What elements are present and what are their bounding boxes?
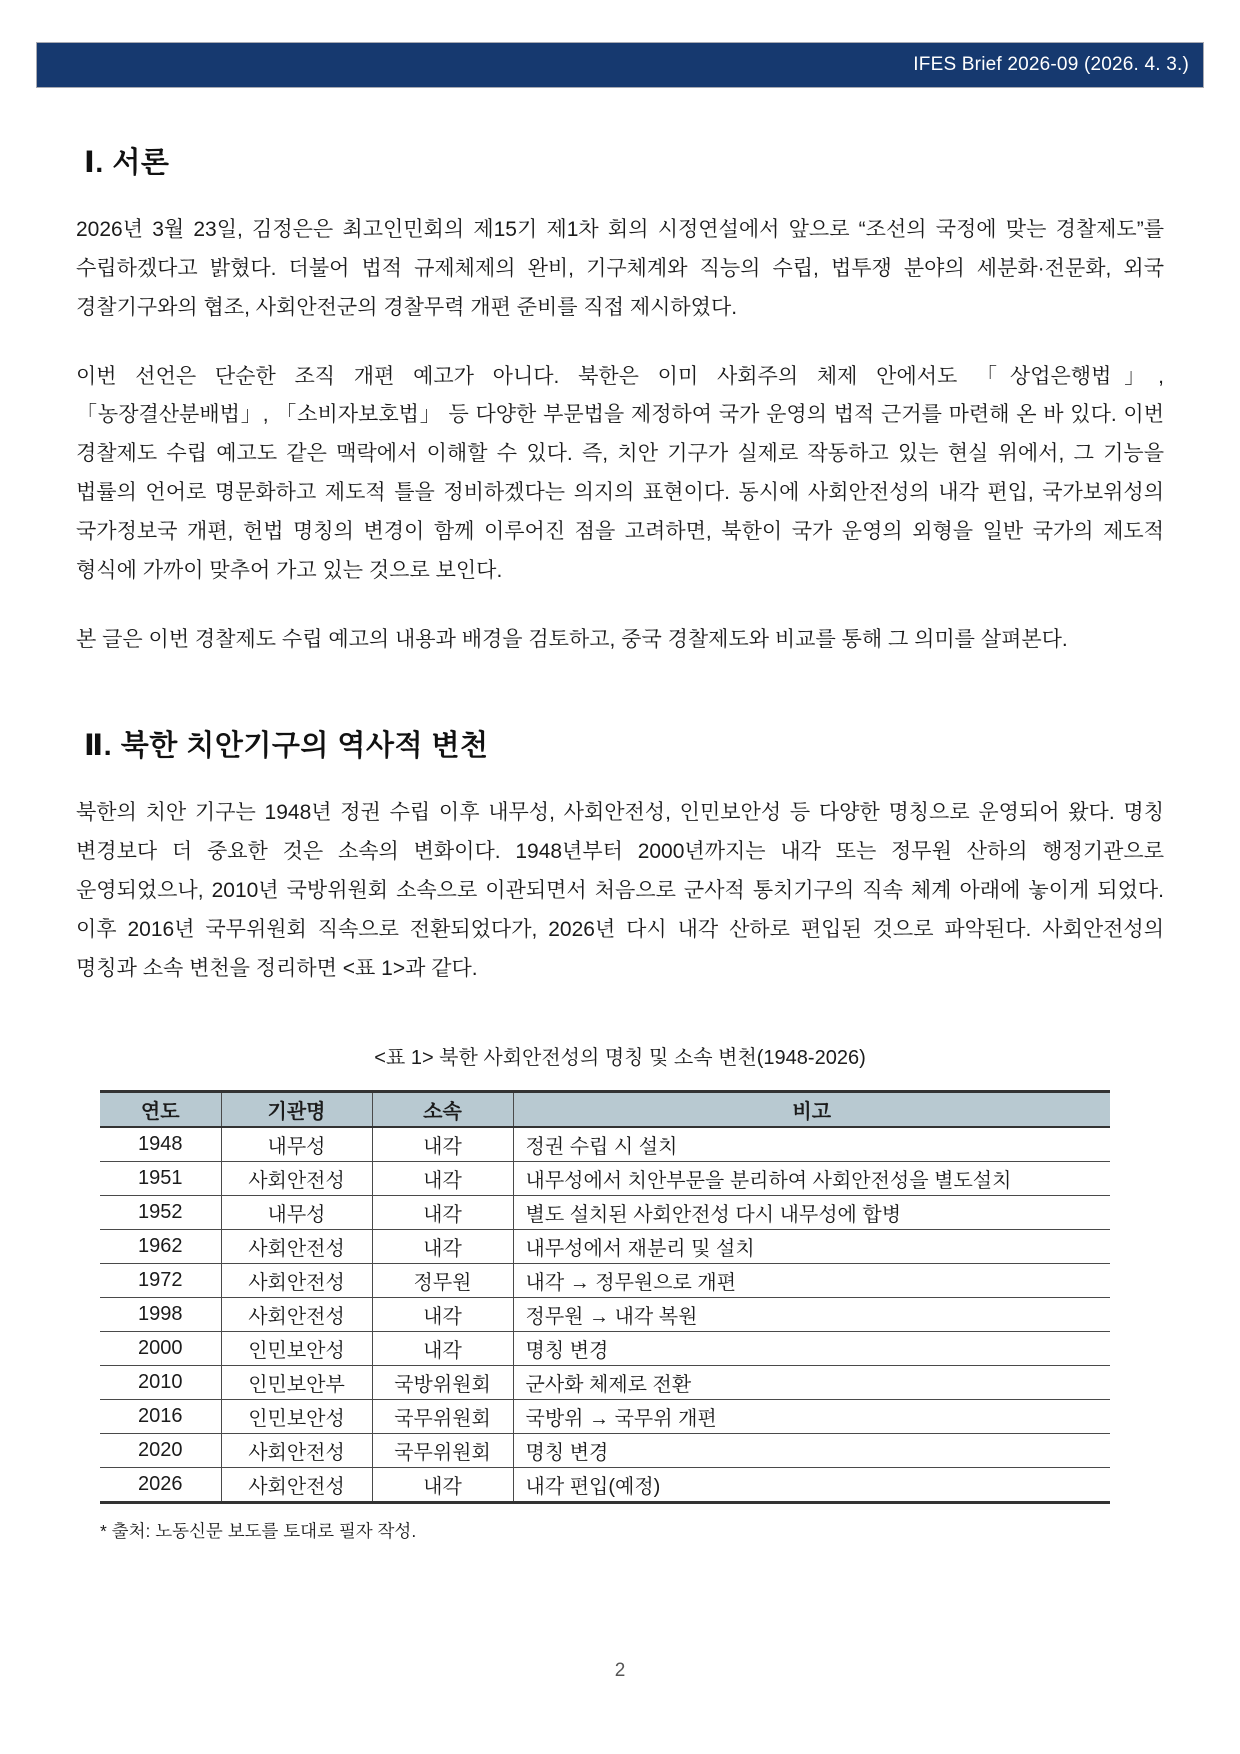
table-row [100, 1230, 1110, 1264]
table-row [100, 1264, 1110, 1298]
brief-issue-label: IFES Brief 2026-09 (2026. 4. 3.) [913, 54, 1189, 75]
table-cell: 명칭 변경 [513, 1434, 1110, 1468]
section-heading-history: Ⅱ. 북한 치안기구의 역사적 변천 [84, 730, 489, 763]
table-row [100, 1366, 1110, 1400]
table-cell: 명칭 변경 [513, 1332, 1110, 1366]
table-row [100, 1468, 1110, 1503]
table-cell: 2026 [100, 1468, 221, 1503]
table-column-header: 연도 [100, 1091, 221, 1127]
table-caption: <표 1> 북한 사회안전성의 명칭 및 소속 변천(1948-2026) [374, 1046, 866, 1069]
table-cell: 사회안전성 [221, 1162, 372, 1196]
table-cell: 내각 [372, 1230, 513, 1264]
table-row [100, 1127, 1110, 1162]
intro-paragraph-2: 이번 선언은 단순한 조직 개편 예고가 아니다. 북한은 이미 사회주의 체제 안에서도 「상업은행법」, 「농장결산분배법」, 「소비자보호법」 등 다양한 부문법을 제정하여 국가 운영의 법적 근거를 마련해 온 바 있다. 이번 경찰제도 수립 예고도 같은 맥락에서 이해할 수 있다. 즉, 치안 기구가 실제로 작동하고 있는 현실 위에서, 그 기능을 법률의 언어로 명문화하고 제도적 틀을 정비하겠다는 의지의 표현이다. 동시에 사회안전성의 내각 편입, 국가보위성의 국가정보국 개편, 헌법 명칭의 변경이 함께 이루어진 점을 고려하면, 북한이 국가 운영의 외형을 일반 국가의 제도적 형식에 가까이 맞추어 가고 있는 것으로 보인다. [76, 364, 1164, 582]
table-cell: 1952 [100, 1196, 221, 1230]
table-cell: 인민보안부 [221, 1366, 372, 1400]
table-cell: 1948 [100, 1127, 221, 1162]
table-cell: 1972 [100, 1264, 221, 1298]
table-cell: 인민보안성 [221, 1332, 372, 1366]
table-cell: 내무성에서 재분리 및 설치 [513, 1230, 1110, 1264]
table-cell: 1998 [100, 1298, 221, 1332]
table-cell: 국방위원회 [372, 1366, 513, 1400]
page-number: 2 [614, 1660, 626, 1681]
table-cell: 내각 [372, 1162, 513, 1196]
table-cell: 내각 → 정무원으로 개편 [513, 1264, 1110, 1298]
table-cell: 내각 [372, 1196, 513, 1230]
table-cell: 사회안전성 [221, 1298, 372, 1332]
intro-paragraph-3: 본 글은 이번 경찰제도 수립 예고의 내용과 배경을 검토하고, 중국 경찰제도와 비교를 통해 그 의미를 살펴본다. [76, 627, 1068, 651]
table-cell: 2020 [100, 1434, 221, 1468]
table-cell: 국무위원회 [372, 1434, 513, 1468]
table-cell: 내무성에서 치안부문을 분리하여 사회안전성을 별도설치 [513, 1162, 1110, 1196]
table-column-header: 기관명 [221, 1091, 372, 1127]
table-row [100, 1162, 1110, 1196]
table-row [100, 1196, 1110, 1230]
table-cell: 2000 [100, 1332, 221, 1366]
table-row [100, 1332, 1110, 1366]
table-row [100, 1298, 1110, 1332]
table-body [100, 1127, 1110, 1503]
table-cell: 인민보안성 [221, 1400, 372, 1434]
table-row [100, 1400, 1110, 1434]
intro-paragraph-1: 2026년 3월 23일, 김정은은 최고인민회의 제15기 제1차 회의 시정연설에서 앞으로 “조선의 국정에 맞는 경찰제도”를 수립하겠다고 밝혔다. 더불어 법적 규제체제의 완비, 기구체계와 직능의 수립, 법투쟁 분야의 세분화·전문화, 외국 경찰기구와의 협조, 사회안전군의 경찰무력 개편 준비를 직접 제시하였다. [76, 218, 1164, 319]
table-row [100, 1434, 1110, 1468]
table-footnote: * 출처: 노동신문 보도를 토대로 필자 작성. [100, 1521, 417, 1542]
table-cell: 정무원 → 내각 복원 [513, 1298, 1110, 1332]
table-cell: 내각 [372, 1127, 513, 1162]
table-cell: 군사화 체제로 전환 [513, 1366, 1110, 1400]
table-column-header: 소속 [372, 1091, 513, 1127]
section-heading-intro: Ⅰ. 서론 [84, 147, 170, 179]
history-table [100, 1090, 1110, 1505]
table-cell: 정권 수립 시 설치 [513, 1127, 1110, 1162]
table-cell: 국방위 → 국무위 개편 [513, 1400, 1110, 1434]
table-cell: 사회안전성 [221, 1264, 372, 1298]
table-cell: 내각 편입(예정) [525, 1476, 661, 1499]
table-cell: 내각 [372, 1298, 513, 1332]
brief-header-bar [36, 42, 1204, 88]
table-cell: 사회안전성 [221, 1468, 372, 1503]
table-cell: 내무성 [221, 1196, 372, 1230]
table-column-header: 비고 [513, 1091, 1110, 1127]
history-paragraph-1: 북한의 치안 기구는 1948년 정권 수립 이후 내무성, 사회안전성, 인민보안성 등 다양한 명칭으로 운영되어 왔다. 명칭 변경보다 더 중요한 것은 소속의 변화이다. 1948년부터 2000년까지는 내각 또는 정무원 산하의 행정기관으로 운영되었으나, 2010년 국방위원회 소속으로 이관되면서 처음으로 군사적 통치기구의 직속 체계 아래에 놓이게 되었다. 이후 2016년 국무위원회 직속으로 전환되었다가, 2026년 다시 내각 산하로 편입된 것으로 파악된다. 사회안전성의 명칭과 소속 변천을 정리하면 <표 1>과 같다. [76, 801, 1164, 980]
table-cell: 내각 [372, 1468, 513, 1503]
table-cell: 사회안전성 [221, 1434, 372, 1468]
table-cell: 내무성 [221, 1127, 372, 1162]
table-cell: 1951 [100, 1162, 221, 1196]
table-header-row [100, 1091, 1110, 1127]
table-cell: 2010 [100, 1366, 221, 1400]
table-cell: 2016 [100, 1400, 221, 1434]
table-cell: 사회안전성 [221, 1230, 372, 1264]
table-cell: 정무원 [372, 1264, 513, 1298]
table-cell: 내각 [372, 1332, 513, 1366]
table-cell: 국무위원회 [372, 1400, 513, 1434]
table-cell: 별도 설치된 사회안전성 다시 내무성에 합병 [513, 1196, 1110, 1230]
page-content [0, 140, 1240, 1543]
table-cell: 1962 [100, 1230, 221, 1264]
